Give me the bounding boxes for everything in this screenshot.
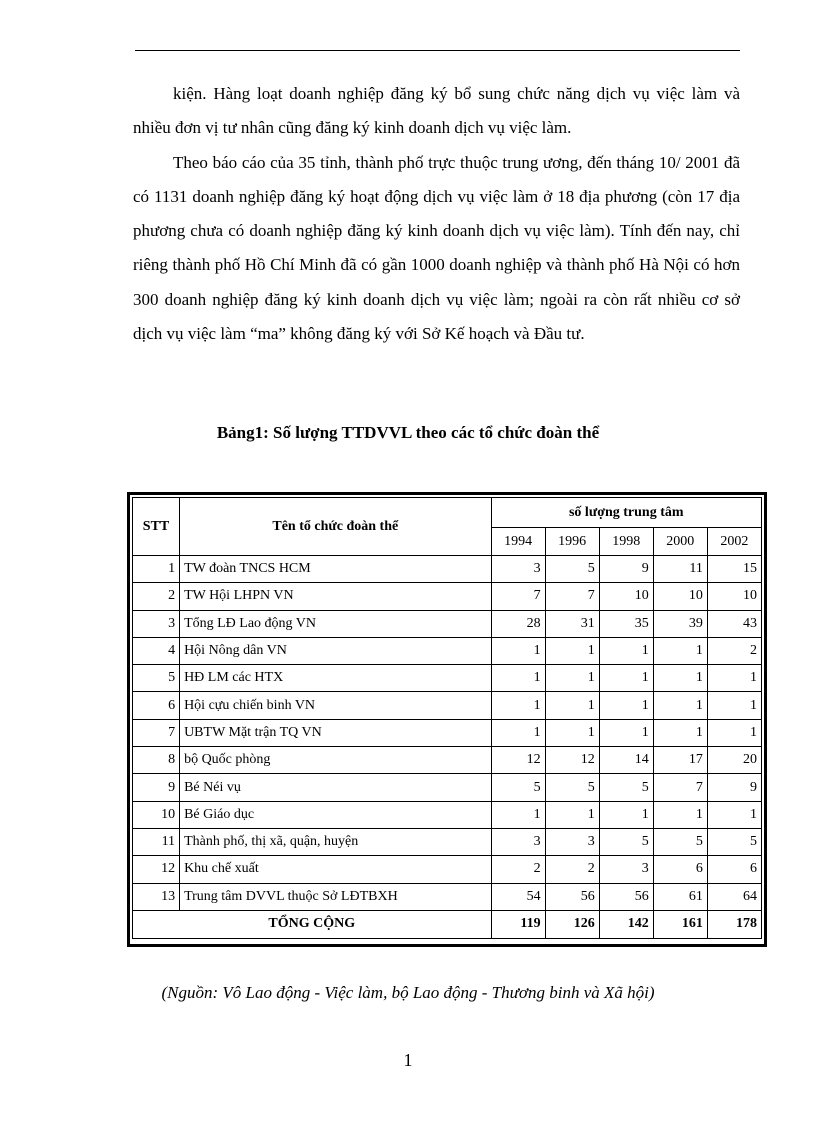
table-row [133,556,762,583]
row-value: 1 [707,665,761,692]
row-value: 1 [599,637,653,664]
row-value: 1 [707,801,761,828]
row-value: 1 [707,719,761,746]
total-cell: 178 [707,910,761,938]
row-value: 1 [545,801,599,828]
row-stt: 5 [133,665,180,692]
row-value: 1 [599,801,653,828]
table-row [133,747,762,774]
table-row [133,665,762,692]
row-value: 5 [545,556,599,583]
row-value: 1 [545,692,599,719]
row-value: 2 [491,856,545,883]
row-stt: 2 [133,583,180,610]
header-year: 1998 [599,528,653,556]
body-text [133,77,740,351]
table-body [133,556,762,911]
row-value: 1 [491,637,545,664]
paragraph-1: kiện. Hàng loạt doanh nghiệp đăng ký bổ sung chức năng dịch vụ việc làm và nhiều đơn vị tư nhân cũng đăng ký kinh doanh dịch vụ việc làm. [133,84,740,138]
row-value: 9 [707,774,761,801]
row-value: 54 [491,883,545,910]
row-value: 1 [599,692,653,719]
table-row [133,637,762,664]
row-value: 3 [599,856,653,883]
row-value: 61 [653,883,707,910]
row-value: 1 [491,665,545,692]
row-value: 2 [545,856,599,883]
row-stt: 12 [133,856,180,883]
row-value: 17 [653,747,707,774]
table-row [133,801,762,828]
row-value: 14 [599,747,653,774]
row-value: 1 [707,692,761,719]
row-value: 5 [653,828,707,855]
table-row [133,692,762,719]
row-value: 15 [707,556,761,583]
total-cell: 161 [653,910,707,938]
row-stt: 7 [133,719,180,746]
row-value: 3 [491,828,545,855]
row-value: 1 [653,719,707,746]
header-rule [135,50,740,51]
row-value: 31 [545,610,599,637]
paragraph-2: Theo báo cáo của 35 tỉnh, thành phố trực thuộc trung ương, đến tháng 10/ 2001 đã có 1131 doanh nghiệp đăng ký hoạt động dịch vụ việc làm ở 18 địa phương (còn 17 địa phương chưa có doanh nghiệp đăng ký kinh doanh dịch vụ việc làm). Tính đến nay, chỉ riêng thành phố Hồ Chí Minh đã có gần 1000 doanh nghiệp và thành phố Hà Nội có hơn 300 doanh nghiệp đăng ký kinh doanh dịch vụ việc làm; ngoài ra còn rất nhiều cơ sở dịch vụ việc làm “ma” không đăng ký với Sở Kế hoạch và Đầu tư. [133,152,740,344]
row-value: 56 [599,883,653,910]
row-stt: 11 [133,828,180,855]
row-value: 28 [491,610,545,637]
row-value: 64 [707,883,761,910]
row-name: Khu chế xuất [180,856,491,883]
row-name: HĐ LM các HTX [180,665,491,692]
header-year: 1996 [545,528,599,556]
header-group: số lượng trung tâm [491,498,761,528]
header-year: 2002 [707,528,761,556]
row-stt: 3 [133,610,180,637]
row-value: 10 [653,583,707,610]
total-cell: 119 [491,910,545,938]
total-cell: 126 [545,910,599,938]
table-row [133,828,762,855]
row-value: 3 [491,556,545,583]
row-value: 12 [491,747,545,774]
row-value: 35 [599,610,653,637]
row-value: 1 [545,637,599,664]
row-name: bộ Quốc phòng [180,747,491,774]
row-value: 1 [653,665,707,692]
table-frame [127,492,767,947]
row-value: 9 [599,556,653,583]
total-cell: 142 [599,910,653,938]
row-value: 5 [707,828,761,855]
row-value: 1 [653,637,707,664]
header-stt: STT [133,498,180,556]
row-value: 7 [545,583,599,610]
row-value: 12 [545,747,599,774]
row-value: 7 [653,774,707,801]
row-value: 39 [653,610,707,637]
row-value: 1 [653,801,707,828]
header-year: 2000 [653,528,707,556]
row-value: 7 [491,583,545,610]
row-value: 1 [545,665,599,692]
row-value: 11 [653,556,707,583]
total-label: TỔNG CỘNG [133,910,492,938]
row-stt: 10 [133,801,180,828]
row-value: 1 [599,719,653,746]
row-value: 1 [545,719,599,746]
row-value: 1 [491,801,545,828]
table-title: Bảng1: Số lượng TTDVVL theo các tổ chức đoàn thể [216,423,600,442]
row-value: 20 [707,747,761,774]
row-value: 6 [707,856,761,883]
row-name: TW đoàn TNCS HCM [180,556,491,583]
row-value: 5 [599,774,653,801]
row-value: 5 [491,774,545,801]
row-name: Hội cựu chiến binh VN [180,692,491,719]
row-name: Bé Giáo dục [180,801,491,828]
row-value: 6 [653,856,707,883]
row-name: Hội Nông dân VN [180,637,491,664]
row-stt: 9 [133,774,180,801]
row-name: TW Hội LHPN VN [180,583,491,610]
row-stt: 13 [133,883,180,910]
header-name: Tên tổ chức đoàn thể [180,498,491,556]
row-value: 1 [491,692,545,719]
row-name: Trung tâm DVVL thuộc Sở LĐTBXH [180,883,491,910]
row-stt: 4 [133,637,180,664]
row-value: 1 [653,692,707,719]
row-value: 1 [491,719,545,746]
row-value: 10 [599,583,653,610]
row-name: Bé Néi vụ [180,774,491,801]
table-row [133,719,762,746]
page-number: 1 [403,1050,413,1070]
row-name: Tổng LĐ Lao động VN [180,610,491,637]
table-row [133,856,762,883]
row-value: 3 [545,828,599,855]
row-value: 10 [707,583,761,610]
row-stt: 1 [133,556,180,583]
row-stt: 8 [133,747,180,774]
row-value: 5 [545,774,599,801]
row-value: 2 [707,637,761,664]
table-row [133,610,762,637]
row-stt: 6 [133,692,180,719]
table-row [133,774,762,801]
data-table [132,497,762,939]
row-value: 43 [707,610,761,637]
source-note: (Nguồn: Vô Lao động - Việc làm, bộ Lao động - Thương binh và Xã hội) [161,983,655,1002]
row-value: 1 [599,665,653,692]
table-row [133,583,762,610]
row-value: 56 [545,883,599,910]
header-year: 1994 [491,528,545,556]
row-value: 5 [599,828,653,855]
total-row [133,910,762,938]
row-name: UBTW Mặt trận TQ VN [180,719,491,746]
table-row [133,883,762,910]
row-name: Thành phố, thị xã, quận, huyện [180,828,491,855]
